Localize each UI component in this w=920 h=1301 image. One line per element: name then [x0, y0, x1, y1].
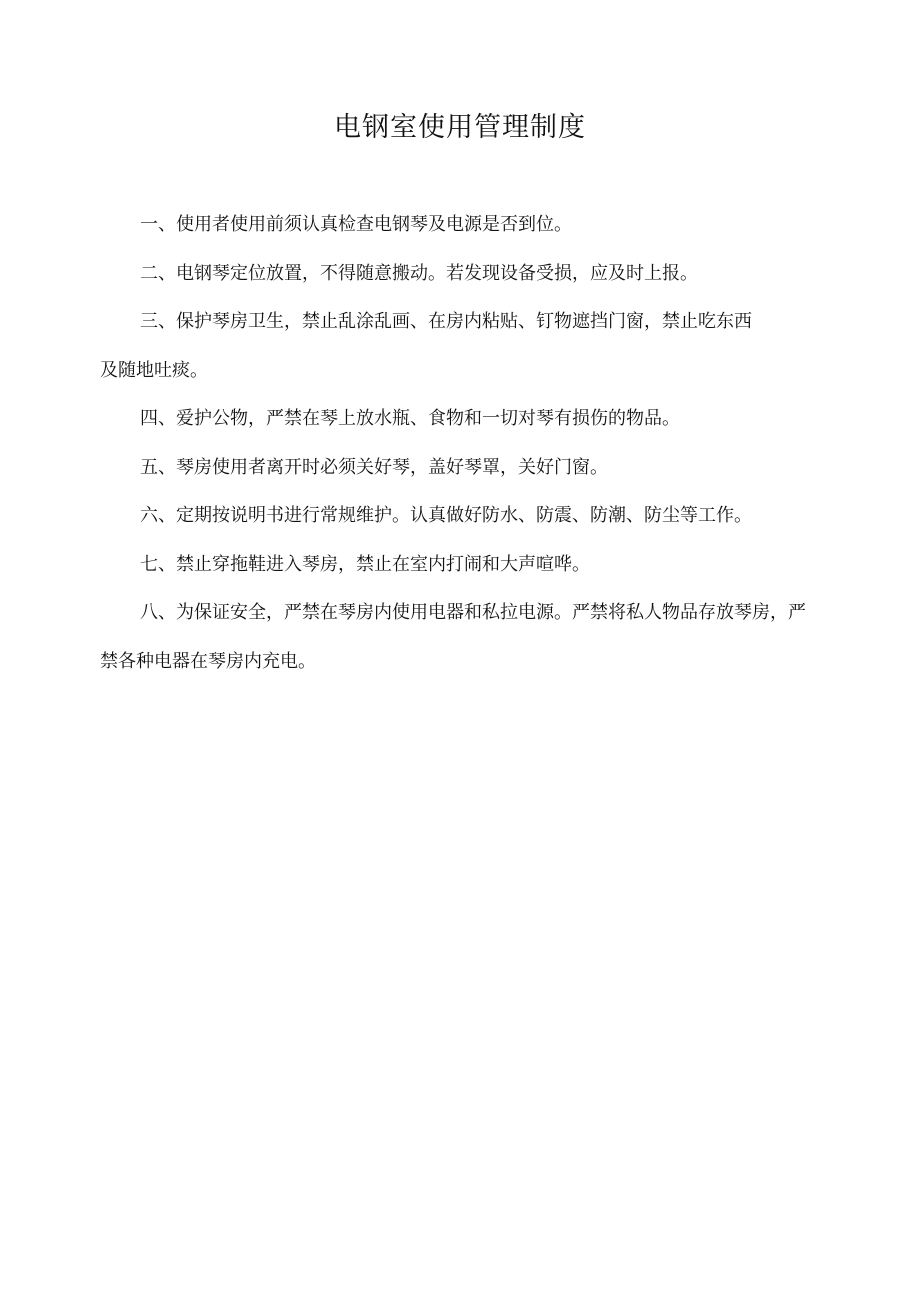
rule-item-8: 八、为保证安全，严禁在琴房内使用电器和私拉电源。严禁将私人物品存放琴房，严禁各种电器在琴房内充电。 — [100, 602, 806, 672]
rule-item-4: 四、爱护公物，严禁在琴上放水瓶、食物和一切对琴有损伤的物品。 — [140, 408, 680, 429]
rules-list — [100, 201, 820, 686]
rule-item-2: 二、电钢琴定位放置，不得随意搬动。若发现设备受损，应及时上报。 — [140, 262, 698, 284]
rule-item-1: 一、使用者使用前须认真检查电钢琴及电源是否到位。 — [140, 214, 572, 235]
rule-item-5: 五、琴房使用者离开时必须关好琴，盖好琴罩，关好门窗。 — [140, 456, 608, 478]
rule-item-6: 六、定期按说明书进行常规维护。认真做好防水、防震、防潮、防尘等工作。 — [140, 505, 752, 526]
rule-item-7: 七、禁止穿拖鞋进入琴房，禁止在室内打闹和大声喧哗。 — [140, 553, 590, 575]
rule-item-3: 三、保护琴房卫生，禁止乱涂乱画、在房内粘贴、钉物遮挡门窗，禁止吃东西及随地吐痰。 — [100, 311, 752, 381]
document-title: 电钢室使用管理制度 — [334, 112, 586, 143]
